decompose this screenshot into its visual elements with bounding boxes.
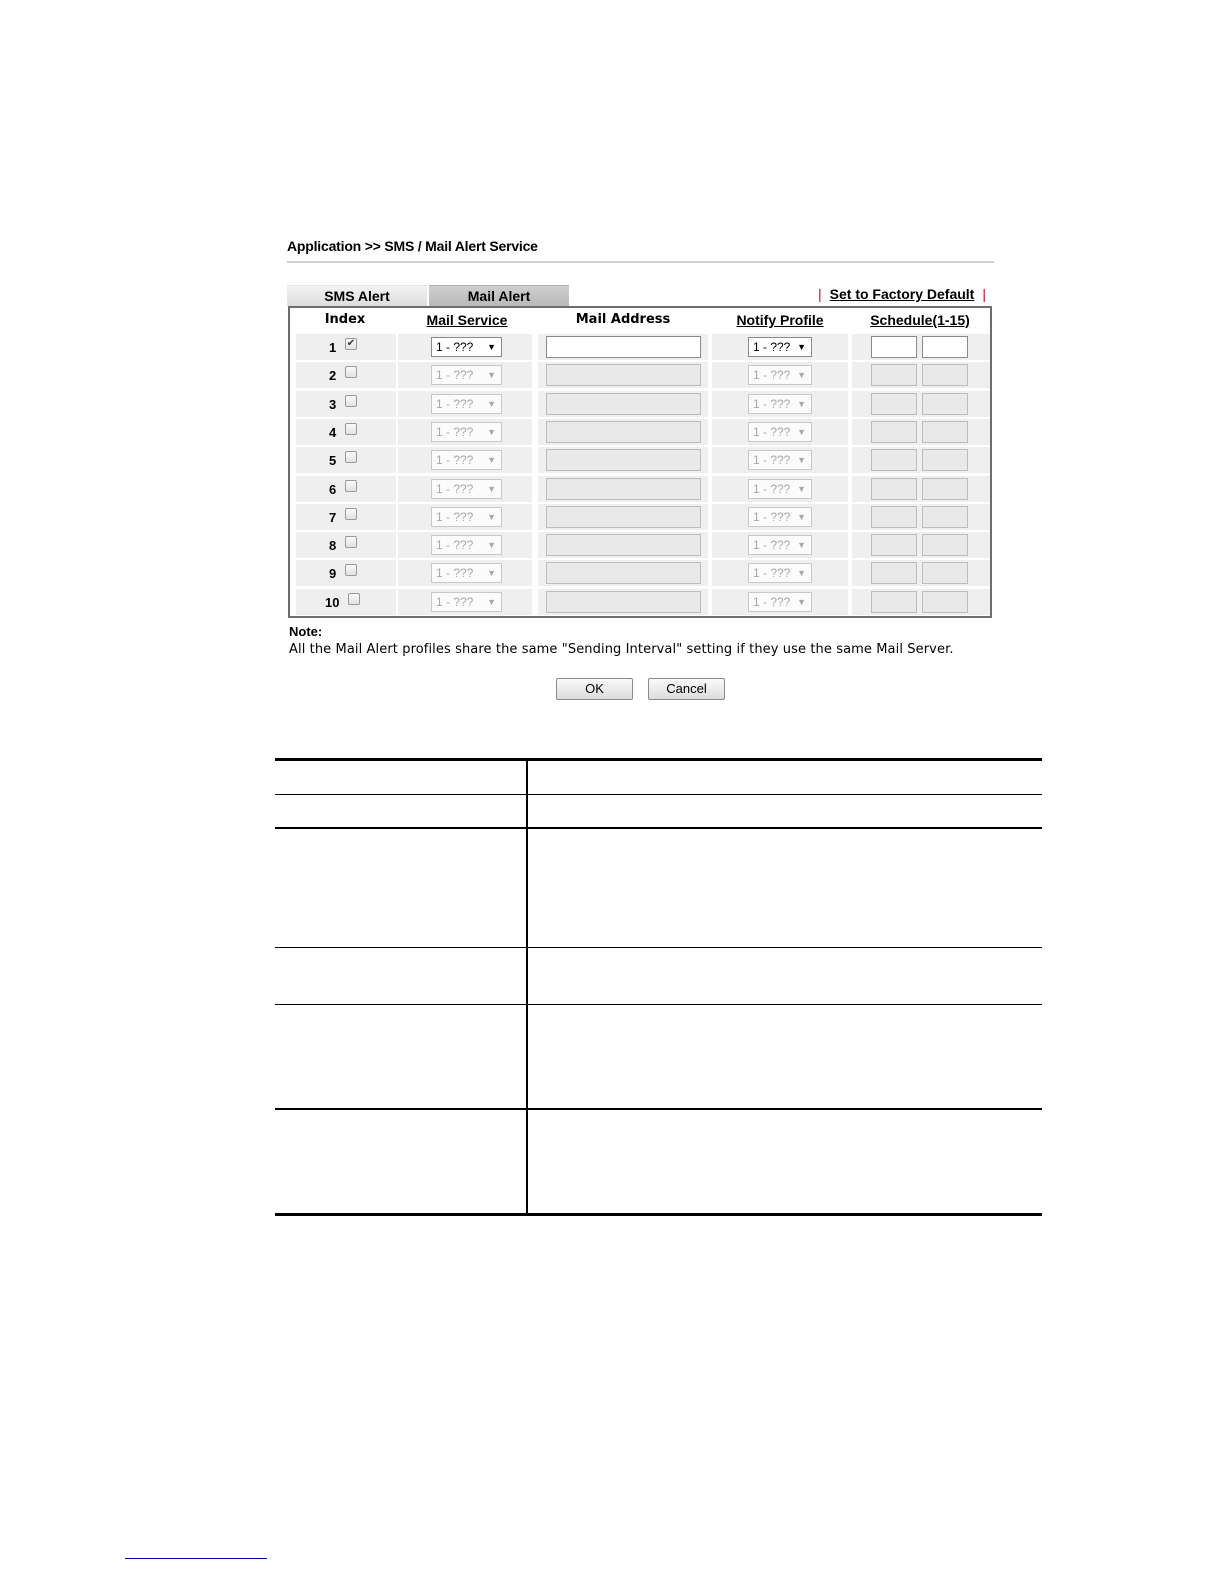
mail-service-value: 1 - ???	[436, 340, 474, 354]
dropdown-arrow-icon: ▼	[797, 342, 806, 352]
schedule-input-1[interactable]	[871, 336, 917, 358]
table-row	[296, 476, 990, 504]
row-index: 1	[329, 340, 337, 355]
mail-service-select[interactable]	[431, 535, 502, 555]
notify-profile-value: 1 - ???	[753, 453, 791, 467]
notify-profile-select[interactable]	[748, 450, 812, 470]
column-header-index: Index	[324, 312, 366, 327]
note-title: Note:	[289, 624, 323, 639]
dropdown-arrow-icon: ▼	[487, 540, 496, 550]
column-header-schedule[interactable]: Schedule(1-15)	[870, 312, 970, 328]
mail-service-value: 1 - ???	[436, 566, 474, 580]
schedule-input-1[interactable]	[871, 449, 917, 471]
mail-address-input[interactable]	[546, 393, 701, 415]
dropdown-arrow-icon: ▼	[487, 568, 496, 578]
schedule-input-2[interactable]	[922, 534, 968, 556]
mail-address-input[interactable]	[546, 449, 701, 471]
column-header-mail-address: Mail Address	[575, 312, 671, 327]
schedule-input-1[interactable]	[871, 364, 917, 386]
row-index: 7	[329, 510, 337, 525]
row-enable-checkbox[interactable]	[345, 366, 357, 378]
footnote-rule	[125, 1558, 267, 1559]
mail-address-input[interactable]	[546, 336, 701, 358]
dropdown-arrow-icon: ▼	[797, 540, 806, 550]
mail-service-select[interactable]	[431, 365, 502, 385]
dropdown-arrow-icon: ▼	[487, 484, 496, 494]
notify-profile-select[interactable]	[748, 479, 812, 499]
schedule-input-1[interactable]	[871, 506, 917, 528]
dropdown-arrow-icon: ▼	[797, 484, 806, 494]
row-index: 3	[329, 397, 337, 412]
row-index: 5	[329, 453, 337, 468]
column-header-notify-profile[interactable]: Notify Profile	[736, 312, 824, 328]
mail-service-value: 1 - ???	[436, 453, 474, 467]
mail-service-select[interactable]	[431, 337, 502, 357]
tab-mail-alert[interactable]: Mail Alert	[429, 285, 569, 306]
row-background	[296, 589, 396, 615]
notify-profile-select[interactable]	[748, 422, 812, 442]
table-row	[296, 560, 990, 588]
schedule-input-2[interactable]	[922, 421, 968, 443]
notify-profile-select[interactable]	[748, 507, 812, 527]
table-row	[296, 447, 990, 475]
notify-profile-value: 1 - ???	[753, 538, 791, 552]
schedule-input-2[interactable]	[922, 591, 968, 613]
dropdown-arrow-icon: ▼	[797, 512, 806, 522]
dropdown-arrow-icon: ▼	[487, 370, 496, 380]
notify-profile-value: 1 - ???	[753, 482, 791, 496]
mail-service-value: 1 - ???	[436, 510, 474, 524]
table-row	[296, 334, 990, 362]
row-enable-checkbox[interactable]	[345, 395, 357, 407]
notify-profile-value: 1 - ???	[753, 595, 791, 609]
separator: |	[818, 286, 822, 302]
table-row	[296, 391, 990, 419]
schedule-input-2[interactable]	[922, 364, 968, 386]
row-index: 10	[325, 595, 340, 610]
table-row	[296, 362, 990, 390]
factory-default-link[interactable]: Set to Factory Default	[829, 286, 975, 302]
tab-sms-alert[interactable]: SMS Alert	[287, 285, 427, 306]
mail-service-value: 1 - ???	[436, 538, 474, 552]
dropdown-arrow-icon: ▼	[797, 370, 806, 380]
breadcrumb: Application >> SMS / Mail Alert Service	[287, 238, 538, 254]
notify-profile-value: 1 - ???	[753, 340, 791, 354]
dropdown-arrow-icon: ▼	[797, 399, 806, 409]
notify-profile-value: 1 - ???	[753, 566, 791, 580]
row-enable-checkbox[interactable]	[345, 480, 357, 492]
notify-profile-select[interactable]	[748, 563, 812, 583]
dropdown-arrow-icon: ▼	[797, 427, 806, 437]
mail-address-input[interactable]	[546, 534, 701, 556]
column-header-mail-service[interactable]: Mail Service	[426, 312, 508, 328]
schedule-input-1[interactable]	[871, 534, 917, 556]
dropdown-arrow-icon: ▼	[487, 455, 496, 465]
mail-address-input[interactable]	[546, 591, 701, 613]
mail-address-input[interactable]	[546, 364, 701, 386]
mail-service-value: 1 - ???	[436, 368, 474, 382]
mail-service-select[interactable]	[431, 507, 502, 527]
table-row	[296, 419, 990, 447]
note-text: All the Mail Alert profiles share the same "Sending Interval" setting if they use the same Mail Server.	[289, 642, 954, 657]
table-row	[296, 532, 990, 560]
desc-table-divider	[275, 1108, 1042, 1110]
dropdown-arrow-icon: ▼	[797, 455, 806, 465]
desc-table-column-divider	[526, 760, 528, 1216]
desc-table-divider	[275, 794, 1042, 795]
cancel-button[interactable]: Cancel	[648, 678, 725, 700]
dropdown-arrow-icon: ▼	[487, 427, 496, 437]
dropdown-arrow-icon: ▼	[487, 342, 496, 352]
mail-service-select[interactable]	[431, 479, 502, 499]
row-enable-checkbox[interactable]	[345, 564, 357, 576]
mail-service-value: 1 - ???	[436, 482, 474, 496]
notify-profile-select[interactable]	[748, 337, 812, 357]
mail-service-value: 1 - ???	[436, 425, 474, 439]
table-row	[296, 504, 990, 532]
row-index: 6	[329, 482, 337, 497]
schedule-input-2[interactable]	[922, 562, 968, 584]
schedule-input-1[interactable]	[871, 393, 917, 415]
desc-table-divider	[275, 827, 1042, 829]
mail-address-input[interactable]	[546, 506, 701, 528]
schedule-input-1[interactable]	[871, 478, 917, 500]
mail-service-select[interactable]	[431, 394, 502, 414]
schedule-input-2[interactable]	[922, 449, 968, 471]
row-enable-checkbox[interactable]: ✔	[346, 338, 356, 349]
breadcrumb-divider	[287, 261, 994, 263]
row-enable-checkbox[interactable]	[345, 423, 357, 435]
notify-profile-value: 1 - ???	[753, 397, 791, 411]
row-index: 2	[329, 368, 337, 383]
row-index: 8	[329, 538, 337, 553]
mail-service-select[interactable]	[431, 563, 502, 583]
row-enable-checkbox[interactable]	[345, 536, 357, 548]
notify-profile-value: 1 - ???	[753, 510, 791, 524]
notify-profile-select[interactable]	[748, 365, 812, 385]
mail-address-input[interactable]	[546, 478, 701, 500]
schedule-input-1[interactable]	[871, 421, 917, 443]
mail-service-value: 1 - ???	[436, 397, 474, 411]
table-row	[296, 589, 990, 617]
dropdown-arrow-icon: ▼	[487, 399, 496, 409]
schedule-input-2[interactable]	[922, 506, 968, 528]
desc-table-divider	[275, 947, 1042, 948]
separator: |	[982, 286, 986, 302]
dropdown-arrow-icon: ▼	[487, 597, 496, 607]
schedule-input-2[interactable]	[922, 336, 968, 358]
row-enable-checkbox[interactable]	[345, 451, 357, 463]
schedule-input-2[interactable]	[922, 393, 968, 415]
mail-address-input[interactable]	[546, 421, 701, 443]
dropdown-arrow-icon: ▼	[487, 512, 496, 522]
ok-button[interactable]: OK	[556, 678, 633, 700]
schedule-input-1[interactable]	[871, 562, 917, 584]
mail-address-input[interactable]	[546, 562, 701, 584]
dropdown-arrow-icon: ▼	[797, 597, 806, 607]
row-index: 9	[329, 566, 337, 581]
notify-profile-select[interactable]	[748, 592, 812, 612]
row-enable-checkbox[interactable]	[345, 508, 357, 520]
dropdown-arrow-icon: ▼	[797, 568, 806, 578]
desc-table-bottom-border	[275, 1213, 1042, 1216]
notify-profile-value: 1 - ???	[753, 368, 791, 382]
notify-profile-select[interactable]	[748, 535, 812, 555]
mail-service-value: 1 - ???	[436, 595, 474, 609]
row-index: 4	[329, 425, 337, 440]
notify-profile-value: 1 - ???	[753, 425, 791, 439]
mail-service-select[interactable]	[431, 422, 502, 442]
notify-profile-select[interactable]	[748, 394, 812, 414]
mail-service-select[interactable]	[431, 450, 502, 470]
schedule-input-2[interactable]	[922, 478, 968, 500]
desc-table-top-border	[275, 758, 1042, 761]
mail-service-select[interactable]	[431, 592, 502, 612]
desc-table-divider	[275, 1004, 1042, 1005]
row-enable-checkbox[interactable]	[348, 593, 360, 605]
schedule-input-1[interactable]	[871, 591, 917, 613]
factory-default-area	[810, 286, 994, 302]
